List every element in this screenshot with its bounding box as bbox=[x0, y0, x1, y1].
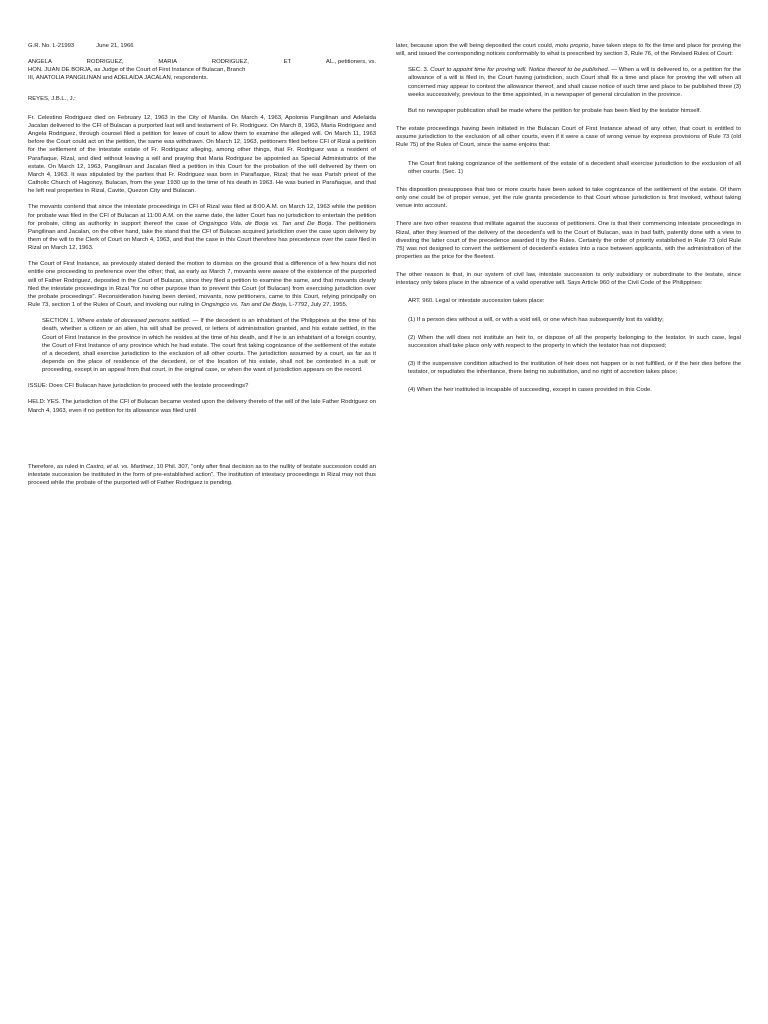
section-1-quote: SECTION 1. Where estate of deceased persons settled. — If the decedent is an inhabitant of the Philippines at the time of his death, whether a citizen or an alien, his will shall be proved, or letters of administration granted, and his estate settled, in the Court of First Instance in the province in which he resides at the time of his death, and if he is an inhabitant of a foreign country, the Court of First Instance of any province which he had estate. The court first taking cognizance of the settlement of the estate of a decedent, shall exercise jurisdiction to the exclusion of all other courts. The jurisdiction assumed by a court, as far as it depends on the place of residence of the decedent, or of the location of his estate, shall not be contested in a suit or proceeding, except in an appeal from that court, in the original case, or when the want of jurisdiction appears on the record. bbox=[42, 318, 376, 374]
estate-proceedings-paragraph: The estate proceedings having been initiated in the Bulacan Court of First Instance ahead of any other, that court is entitled to assume jurisdiction to the exclusion of all other courts, even if it were a case of wrong venue by express provisions of Rule 73 (old Rule 75) of the Rules of Court, since the same enjoins that: bbox=[396, 126, 741, 149]
case-citation: Castro, et al. vs. Martinez bbox=[86, 463, 154, 470]
case-caption bbox=[28, 58, 376, 82]
section-3-quote: SEC. 3. Court to appoint time for proving will. Notice thereof to be published. — When a will is delivered to, or a petition for the allowance of a will is filed in, the Court having jurisdiction, such Court shall fix a time and place for proving the will when all concerned may appear to contest the allowance thereof, and shall cause notice of such time and place to be published three (3) weeks successively, previous to the time appointed, in a newspaper of general circulation in the province. bbox=[408, 67, 741, 98]
art-960-item: (2) When the will does not institute an heir to, or dispose of all the property belonging to the testator. In such case, legal succession shall take place only with respect to the property in which the testator has not disposed; bbox=[408, 334, 741, 349]
caption-line-3: III, ANATOLIA PANGILINAN and ADELAIDA JACALAN, respondents. bbox=[28, 75, 209, 82]
later-paragraph: later, because upon the will being deposited the court could, motu proprio, have taken steps to fix the time and place for proving the will, and issued the corresponding notices conformably to what is prescribed by section 3, Rule 76, of the Revised Rules of Court: bbox=[396, 43, 741, 58]
gr-number: G.R. No. L-21993 bbox=[28, 43, 75, 49]
facts-paragraph: Fr. Celestino Rodriguez died on February 12, 1963 in the City of Manila. On March 4, 1963, Apolonia Pangilinan and Adelaida Jacalan delivered to the CFI of Bulacan a purported last will and testament of Fr. Rodriguez. On March 8, 1963, Maria Rodriguez and Angela Rodriguez, through counsel filed a petition for leave of court to allow them to examine the alleged will. On March 11, 1963 before the Court could act on the petition, the same was withdrawn. On March 12, 1963, petitioners filed before CFI of Rizal a petition for the settlement of the intestate estate of Fr. Rodriguez alleging, among other things, that Fr. Rodriguez was a resident of Parañaque, Rizal, and died without leaving a will and praying that Maria Rodriguez be appointed as Special Administratrix of the estate. On March 12, 1963, Pangilinan and Jacalan filed a petition in this Court for the probation of the will delivered by them on March 4, 1963. It was stipulated by the parties that Fr. Rodriguez was born in Parañaque, Rizal; that he was Parish priest of the Catholic Church of Hagonoy, Bulacan, from the year 1930 up to the time of his death in 1963. He was buried in Parañaque, and that he left real properties in Rizal, Cavite, Quezon City and Bulacan. bbox=[28, 114, 376, 195]
ponente: REYES, J.B.L., J.: bbox=[28, 95, 76, 102]
held: HELD: YES. The jurisdiction of the CFI of Bulacan became vested upon the delivery thereto of the will of the late Father Rodriguez on March 4, 1963, even if no petition for its allowance was filed until bbox=[28, 399, 376, 414]
movants-paragraph: The movants contend that since the intestate proceedings in CFI of Rizal was filed at 8:00 A.M. on March 12, 1963 while the petition for probate was filed in the CFI of Bulacan at 11:00 A.M. on the same date, the latter Court has no jurisdiction to entertain the petition for probate, citing as authority in support thereof the case of Ongsingco Vda. de Borja vs. Tan and De Borja. The petitioners Pangilinan and Jacalan, on the other hand, take the stand that the CFI of Bulacan acquired jurisdiction over the case upon delivery by them of the will to the Clerk of Court on March 4, 1963, and that the case in this Court therefore has precedence over the case filed in Rizal on March 12, 1963. bbox=[28, 204, 376, 252]
issue: ISSUE: Does CFI Bulacan have jurisdiction to proceed with the testate proceedings? bbox=[28, 383, 249, 390]
case-citation: Ongsingco Vda. de Borja vs. Tan and De Borja bbox=[199, 220, 332, 227]
caption-line-2: HON. JUAN DE BORJA, as Judge of the Court of First Instance of Bulacan, Branch bbox=[28, 67, 246, 74]
art-960-item: (3) If the suspensive condition attached to the institution of heir does not happen or is not fulfilled, or if the heir dies before the testator, or repudiates the inheritance, there being no substitution, and no right of accretion takes place; bbox=[408, 361, 741, 376]
other-reason-paragraph: The other reason is that, in our system of civil law, intestate succession is only subsidiary or subordinate to the testate, since intestacy only takes place in the absence of a valid operative will. Says Article 960 of the Civil Code of the Philippines: bbox=[396, 272, 741, 287]
cfi-paragraph: The Court of First Instance, as previously stated denied the motion to dismiss on the ground that a difference of a few hours did not entitle one proceeding to preference over the other; that, as early as March 7, movants were aware of the existence of the purported will of Father Rodriguez, deposited in the Court of Bulacan, since they filed a petition to examine the same, and that movants clearly filed the intestate proceedings in Rizal "for no other purpose than to prevent this Court (of Bulacan) from exercising jurisdiction over the probate proceedings". Reconsideration having been denied, movants, now petitioners, came to this Court, relying principally on Rule 73, section 1 of the Rules of Court, and invoking our ruling in Ongsingco vs. Tan and De Borja, L-7792, July 27, 1955. bbox=[28, 261, 376, 309]
art-960-item: (4) When the heir instituted is incapable of succeeding, except in cases provided in this Code. bbox=[408, 387, 652, 394]
castro-paragraph: Therefore, as ruled in Castro, et al. vs. Martinez, 10 Phil. 307, "only after final decision as to the nullity of testate succession could an intestate succession be instituted in the form of pre-established action". The institution of intestacy proceedings in Rizal may not thus proceed while the probate of the purported will of Father Rodriguez is pending. bbox=[28, 463, 376, 487]
left-column bbox=[28, 0, 376, 487]
caption-line-1: ANGELA RODRIGUEZ, MARIA RODRIGUEZ, ET AL., petitioners, vs. bbox=[28, 59, 376, 66]
art-960-heading: ART. 960. Legal or intestate succession takes place: bbox=[408, 298, 545, 305]
case-header bbox=[28, 42, 376, 50]
section-title: Court to appoint time for proving will. Notice thereof to be published. bbox=[430, 67, 610, 74]
two-reasons-paragraph: There are two other reasons that militate against the success of petitioners. One is that their commencing intestate proceedings in Rizal, after they learned of the delivery of the decedent's will to the Court of Bulacan, was in bad faith, patently done with a view to divesting the latter court of the precedence awarded it by the Rules. Certainly the order of priority established in Rule 73 (old Rule 75) was not designed to convert the settlement of decedent's estates into a race between applicants, with the administration of the properties as the price for the fleetest. bbox=[396, 221, 741, 260]
section-title: Where estate of deceased persons settled. bbox=[77, 318, 191, 325]
art-960-item: (1) If a person dies without a will, or with a void will, or one which has subsequently lost its validity; bbox=[408, 316, 664, 323]
case-citation: Ongsingco vs. Tan and De Borja bbox=[201, 302, 286, 309]
disposition-paragraph: This disposition presupposes that two or more courts have been asked to take cognizance of the settlement of the estate. Of them only one could be of proper venue, yet the rule grants precedence to that Court whose jurisdiction is first invoked, without taking venue into account. bbox=[396, 186, 741, 210]
section-3-proviso: But no newspaper publication shall be made where the petition for probate has been filed by the testator himself. bbox=[408, 107, 702, 114]
rule-73-quote: The Court first taking cognizance of the settlement of the estate of a decedent shall exercise jurisdiction to the exclusion of all other courts. (Sec. 1) bbox=[408, 160, 741, 175]
decision-date: June 21, 1966 bbox=[96, 43, 134, 49]
right-column bbox=[396, 0, 741, 395]
